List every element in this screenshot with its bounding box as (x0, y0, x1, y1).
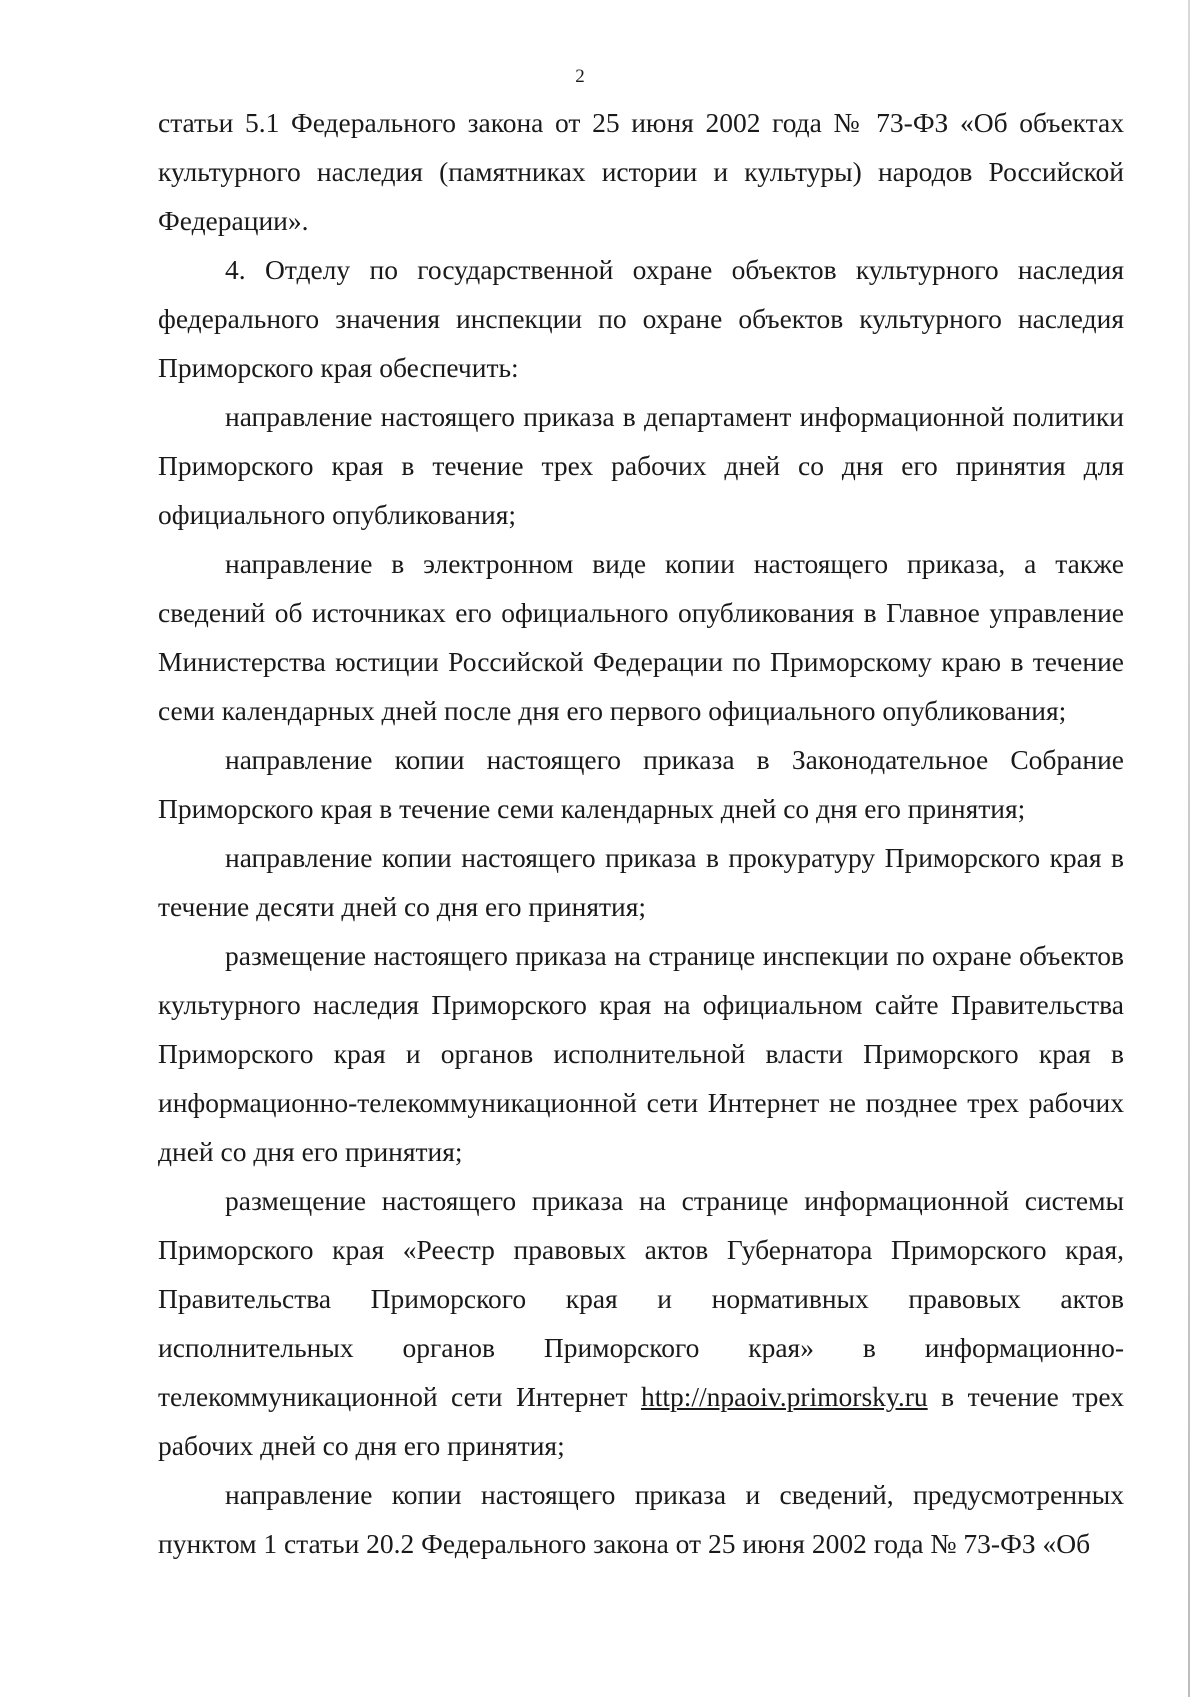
paragraph-press-department: направление настоящего приказа в департамент информационной политики Приморского края в течение трех рабочих дней со дня его принятия для официального опубликования; (158, 401, 1124, 530)
paragraph-official-website: размещение настоящего приказа на странице инспекции по охране объектов культурного наследия Приморского края на официальном сайте Правительства Приморского края и органов исполнительной власти Приморского края в информационно-телекоммуникационной сети Интернет не позднее трех рабочих дней со дня его принятия; (158, 940, 1124, 1167)
registry-text-after: в течение трех рабочих дней со дня его принятия; (158, 1381, 1124, 1461)
scan-edge-line (1188, 0, 1190, 1697)
registry-text-before: размещение настоящего приказа на странице информационной системы Приморского края «Реестр правовых актов Губернатора Приморского края, Правительства Приморского края и нормативных правовых актов исполнительных органов Приморского края» в информационно-телекоммуникационной сети Интернет (158, 1185, 1124, 1412)
paragraph-continuation: статьи 5.1 Федерального закона от 25 июня 2002 года № 73-ФЗ «Об объектах культурного наследия (памятниках истории и культуры) народов Российской Федерации». (158, 107, 1124, 236)
paragraph-ministry-justice: направление в электронном виде копии настоящего приказа, а также сведений об источниках его официального опубликования в Главное управление Министерства юстиции Российской Федерации по Приморскому краю в течение семи календарных дней после дня его первого официального опубликования; (158, 548, 1124, 726)
page-number: 2 (575, 66, 585, 87)
registry-url-link[interactable]: http://npaoiv.primorsky.ru (640, 1381, 928, 1412)
paragraph-registry (158, 1176, 1124, 1470)
paragraph-item-4: 4. Отделу по государственной охране объектов культурного наследия федерального значения инспекции по охране объектов культурного наследия Приморского края обеспечить: (158, 254, 1124, 383)
paragraph-prosecutor: направление копии настоящего приказа в прокуратуру Приморского края в течение десяти дней со дня его принятия; (158, 842, 1124, 922)
paragraph-legislative-assembly: направление копии настоящего приказа в Законодательное Собрание Приморского края в течение семи календарных дней со дня его принятия; (158, 744, 1124, 824)
document-body (158, 98, 1124, 1568)
paragraph-copy-info: направление копии настоящего приказа и сведений, предусмотренных пунктом 1 статьи 20.2 Федерального закона от 25 июня 2002 года № 73-ФЗ «Об (158, 1479, 1124, 1559)
